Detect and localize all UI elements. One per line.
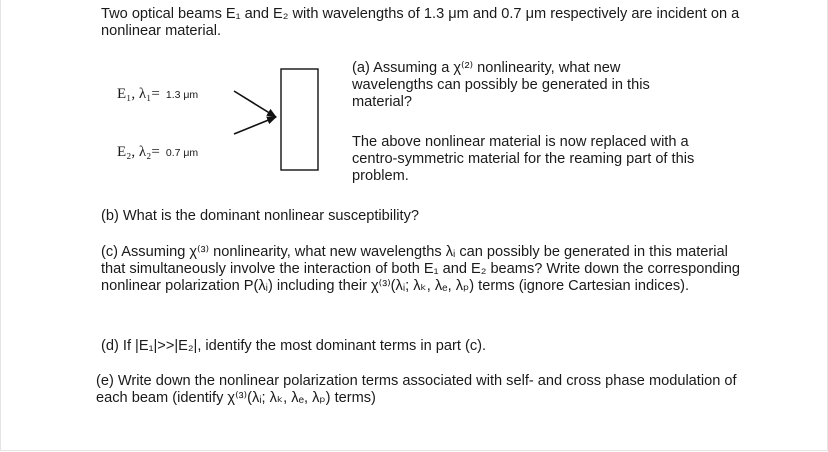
nonlinear-material-box	[281, 69, 318, 170]
problem-intro: Two optical beams E₁ and E₂ with wavelengths of 1.3 μm and 0.7 μm respectively are incident on a nonlinear material.	[101, 6, 740, 39]
beam-2-wavelength: 0.7 μm	[165, 147, 199, 159]
beam-2-symbol: E₂, λ₂=	[117, 144, 160, 160]
beam-1-symbol: E₁, λ₁=	[117, 86, 160, 102]
beam-2-arrow	[234, 117, 276, 134]
question-e: (e) Write down the nonlinear polarization terms associated with self- and cross phase modulation of each beam (identify χ⁽³⁾(λᵢ; λₖ, λₑ, λₚ) terms)	[96, 373, 737, 406]
beam-1-arrow	[234, 91, 276, 117]
question-c: (c) Assuming χ⁽³⁾ nonlinearity, what new wavelengths λᵢ can possibly be generated in this material that simultaneously involve the interaction of both E₁ and E₂ beams? Write down the corresponding nonlinear polarization P(λᵢ) including their χ⁽³⁾(λᵢ; λₖ, λₑ, λₚ) terms (ignore Cartesian indices).	[101, 244, 741, 294]
question-d: (d) If |E₁|>>|E₂|, identify the most dominant terms in part (c).	[101, 338, 487, 354]
beam-1-wavelength: 1.3 μm	[165, 89, 199, 101]
replacement-note: The above nonlinear material is now replaced with a centro-symmetric material for the reaming part of this problem.	[352, 134, 695, 184]
question-a: (a) Assuming a χ⁽²⁾ nonlinearity, what new wavelengths can possibly be generated in this material?	[352, 60, 650, 110]
question-b: (b) What is the dominant nonlinear susceptibility?	[101, 208, 419, 224]
